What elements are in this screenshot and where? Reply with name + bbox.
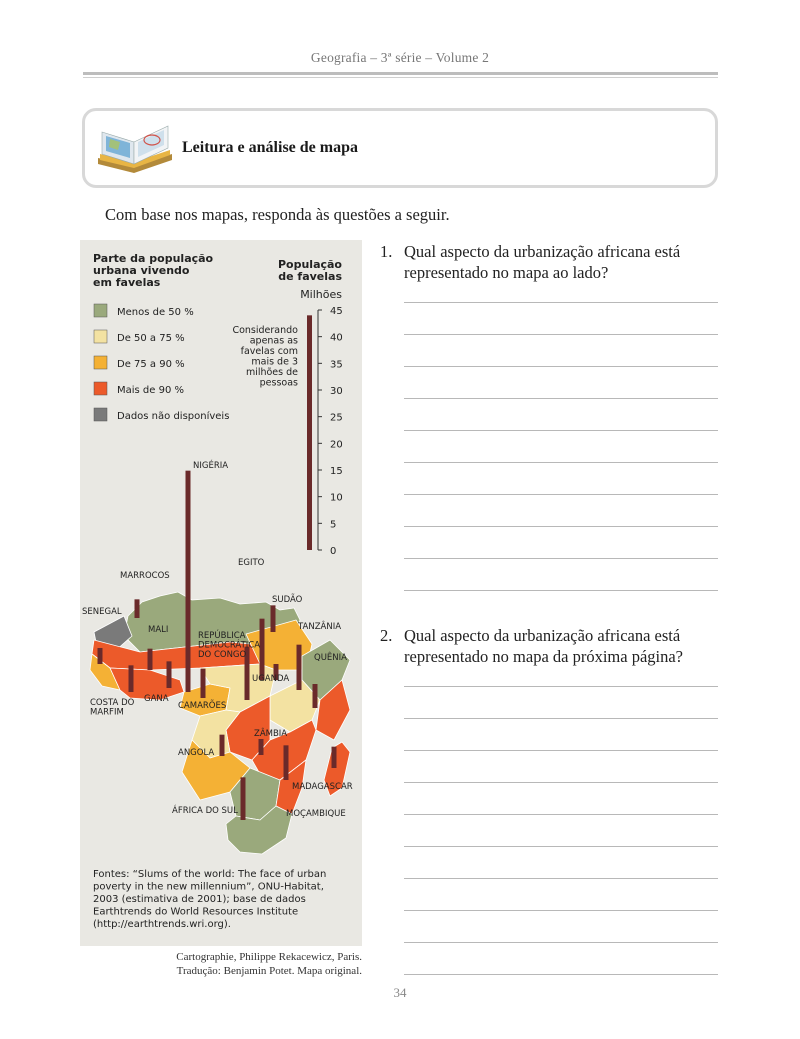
country-label: DEMOCRÁTICA	[198, 640, 261, 651]
country-bar	[259, 739, 264, 755]
legend-label: Dados não disponíveis	[117, 411, 230, 422]
country-label: REPÚBLICA	[198, 631, 246, 641]
country-bar	[135, 599, 140, 618]
scale-tick-label: 5	[330, 519, 337, 531]
legend-label: De 75 a 90 %	[117, 359, 185, 370]
country-bar	[284, 745, 289, 780]
question-text: Qual aspecto da urbanização africana está representado no mapa da próxima página?	[404, 626, 684, 666]
legend-swatch	[94, 382, 107, 395]
scale-note: favelas com	[240, 346, 298, 357]
sources-line: 2003 (estimativa de 2001); base de dados	[93, 894, 306, 905]
answer-line[interactable]	[404, 590, 718, 591]
country-bar	[271, 605, 276, 632]
sources	[93, 869, 326, 930]
legend-label: Mais de 90 %	[117, 385, 185, 396]
legend-title: Parte da população	[93, 252, 214, 265]
open-book-icon	[94, 118, 176, 174]
scale-note: milhões de	[245, 367, 298, 378]
country-label: COSTA DO	[90, 698, 135, 708]
country-label: EGITO	[238, 558, 265, 568]
question-1	[380, 241, 720, 283]
country-label: CAMARÕES	[178, 701, 227, 711]
country-bar	[98, 648, 103, 664]
scale	[232, 258, 342, 557]
scale-tick-label: 10	[330, 492, 343, 504]
sources-line: (http://earthtrends.wri.org).	[93, 919, 231, 930]
country-bar	[201, 669, 206, 698]
country-label: MARROCOS	[120, 571, 170, 581]
intro-text: Com base nos mapas, responda às questões a seguir.	[105, 205, 450, 224]
country-bar	[332, 747, 337, 768]
country-label: ÁFRICA DO SUL	[172, 806, 238, 816]
scale-note: apenas as	[249, 335, 298, 347]
answer-line[interactable]	[404, 878, 718, 879]
scale-title: População	[277, 258, 342, 271]
country-label: NIGÉRIA	[193, 461, 229, 471]
scale-tick-label: 35	[330, 359, 343, 371]
country-label: GANA	[144, 694, 169, 704]
sources-line: Fontes: “Slums of the world: The face of urban	[93, 869, 327, 880]
country-bar	[220, 735, 225, 756]
answer-line[interactable]	[404, 974, 718, 975]
running-head: Geografia – 3ª série – Volume 2	[310, 50, 490, 65]
country-bar	[129, 665, 134, 692]
legend-label: Menos de 50 %	[117, 307, 194, 318]
answer-line[interactable]	[404, 366, 718, 367]
scale-note: pessoas	[259, 377, 298, 389]
answer-line[interactable]	[404, 846, 718, 847]
country-bar	[186, 471, 191, 692]
answer-line[interactable]	[404, 302, 718, 303]
answer-line[interactable]	[404, 526, 718, 527]
scale-tick-label: 45	[330, 306, 343, 317]
legend-swatch	[94, 408, 107, 421]
legend-swatch	[94, 304, 107, 317]
answer-line[interactable]	[404, 910, 718, 911]
answer-line[interactable]	[404, 494, 718, 495]
country-bar	[148, 649, 153, 670]
question-number: 1.	[380, 242, 393, 261]
legend-swatch	[94, 330, 107, 343]
scale-tick-label: 40	[330, 332, 343, 344]
caption-line: Tradução: Benjamin Potet. Mapa original.	[176, 965, 362, 977]
legend-label: De 50 a 75 %	[117, 333, 185, 344]
country-label: MALI	[148, 625, 169, 635]
scale-bar	[307, 315, 312, 550]
country-bar	[260, 619, 265, 680]
caption-line: Cartographie, Philippe Rekacewicz, Paris.	[176, 951, 362, 963]
question-number: 2.	[380, 626, 393, 645]
country-label: MADAGASCAR	[292, 782, 353, 792]
legend-swatch	[94, 356, 107, 369]
country-bar	[241, 777, 246, 820]
scale-note: Considerando	[232, 325, 298, 336]
section-title: Leitura e análise de mapa	[182, 139, 358, 156]
legend-title: em favelas	[93, 276, 161, 289]
map-caption	[80, 950, 362, 978]
sources-line: poverty in the new millennium”, ONU-Habitat,	[93, 881, 324, 893]
answer-line[interactable]	[404, 334, 718, 335]
answer-line[interactable]	[404, 750, 718, 751]
answer-line[interactable]	[404, 686, 718, 687]
scale-note: mais de 3	[251, 356, 298, 368]
answer-line[interactable]	[404, 398, 718, 399]
country-label: DO CONGO	[198, 650, 247, 660]
scale-unit: Milhões	[300, 288, 342, 301]
answer-line[interactable]	[404, 782, 718, 783]
scale-tick-label: 25	[330, 412, 343, 424]
country-label: ZÂMBIA	[254, 729, 288, 739]
country-label: MOÇAMBIQUE	[286, 809, 346, 819]
scale-tick-label: 15	[330, 466, 343, 477]
country-label: QUÊNIA	[314, 653, 347, 663]
page-number: 34	[393, 985, 407, 1000]
section-box	[82, 108, 718, 188]
question-text: Qual aspecto da urbanização africana está representado no mapa ao lado?	[404, 242, 681, 282]
answer-line[interactable]	[404, 942, 718, 943]
country-label: MARFIM	[90, 707, 124, 718]
country-bar	[167, 661, 172, 688]
header-rule	[83, 72, 718, 75]
country-label: SENEGAL	[82, 607, 122, 617]
scale-tick-label: 0	[330, 546, 337, 557]
legend	[93, 252, 229, 422]
country-bar	[297, 645, 302, 690]
country-label: UGANDA	[252, 674, 290, 684]
legend-title: urbana vivendo	[93, 264, 190, 277]
country-label: ANGOLA	[178, 748, 215, 758]
country-label: SUDÃO	[272, 595, 303, 605]
map-panel	[80, 240, 362, 946]
answer-line[interactable]	[404, 430, 718, 431]
answer-line[interactable]	[404, 558, 718, 559]
country-bar	[313, 684, 318, 708]
question-2	[380, 625, 720, 667]
africa-slums-map	[80, 240, 362, 946]
scale-title: de favelas	[278, 270, 342, 283]
scale-tick-label: 30	[330, 386, 343, 397]
answer-line[interactable]	[404, 462, 718, 463]
scale-tick-label: 20	[330, 439, 343, 451]
country-label: TANZÂNIA	[298, 622, 342, 632]
answer-line[interactable]	[404, 718, 718, 719]
sources-line: Earthtrends do World Resources Institute	[93, 906, 299, 918]
answer-line[interactable]	[404, 814, 718, 815]
header-rule-thin	[83, 77, 718, 78]
